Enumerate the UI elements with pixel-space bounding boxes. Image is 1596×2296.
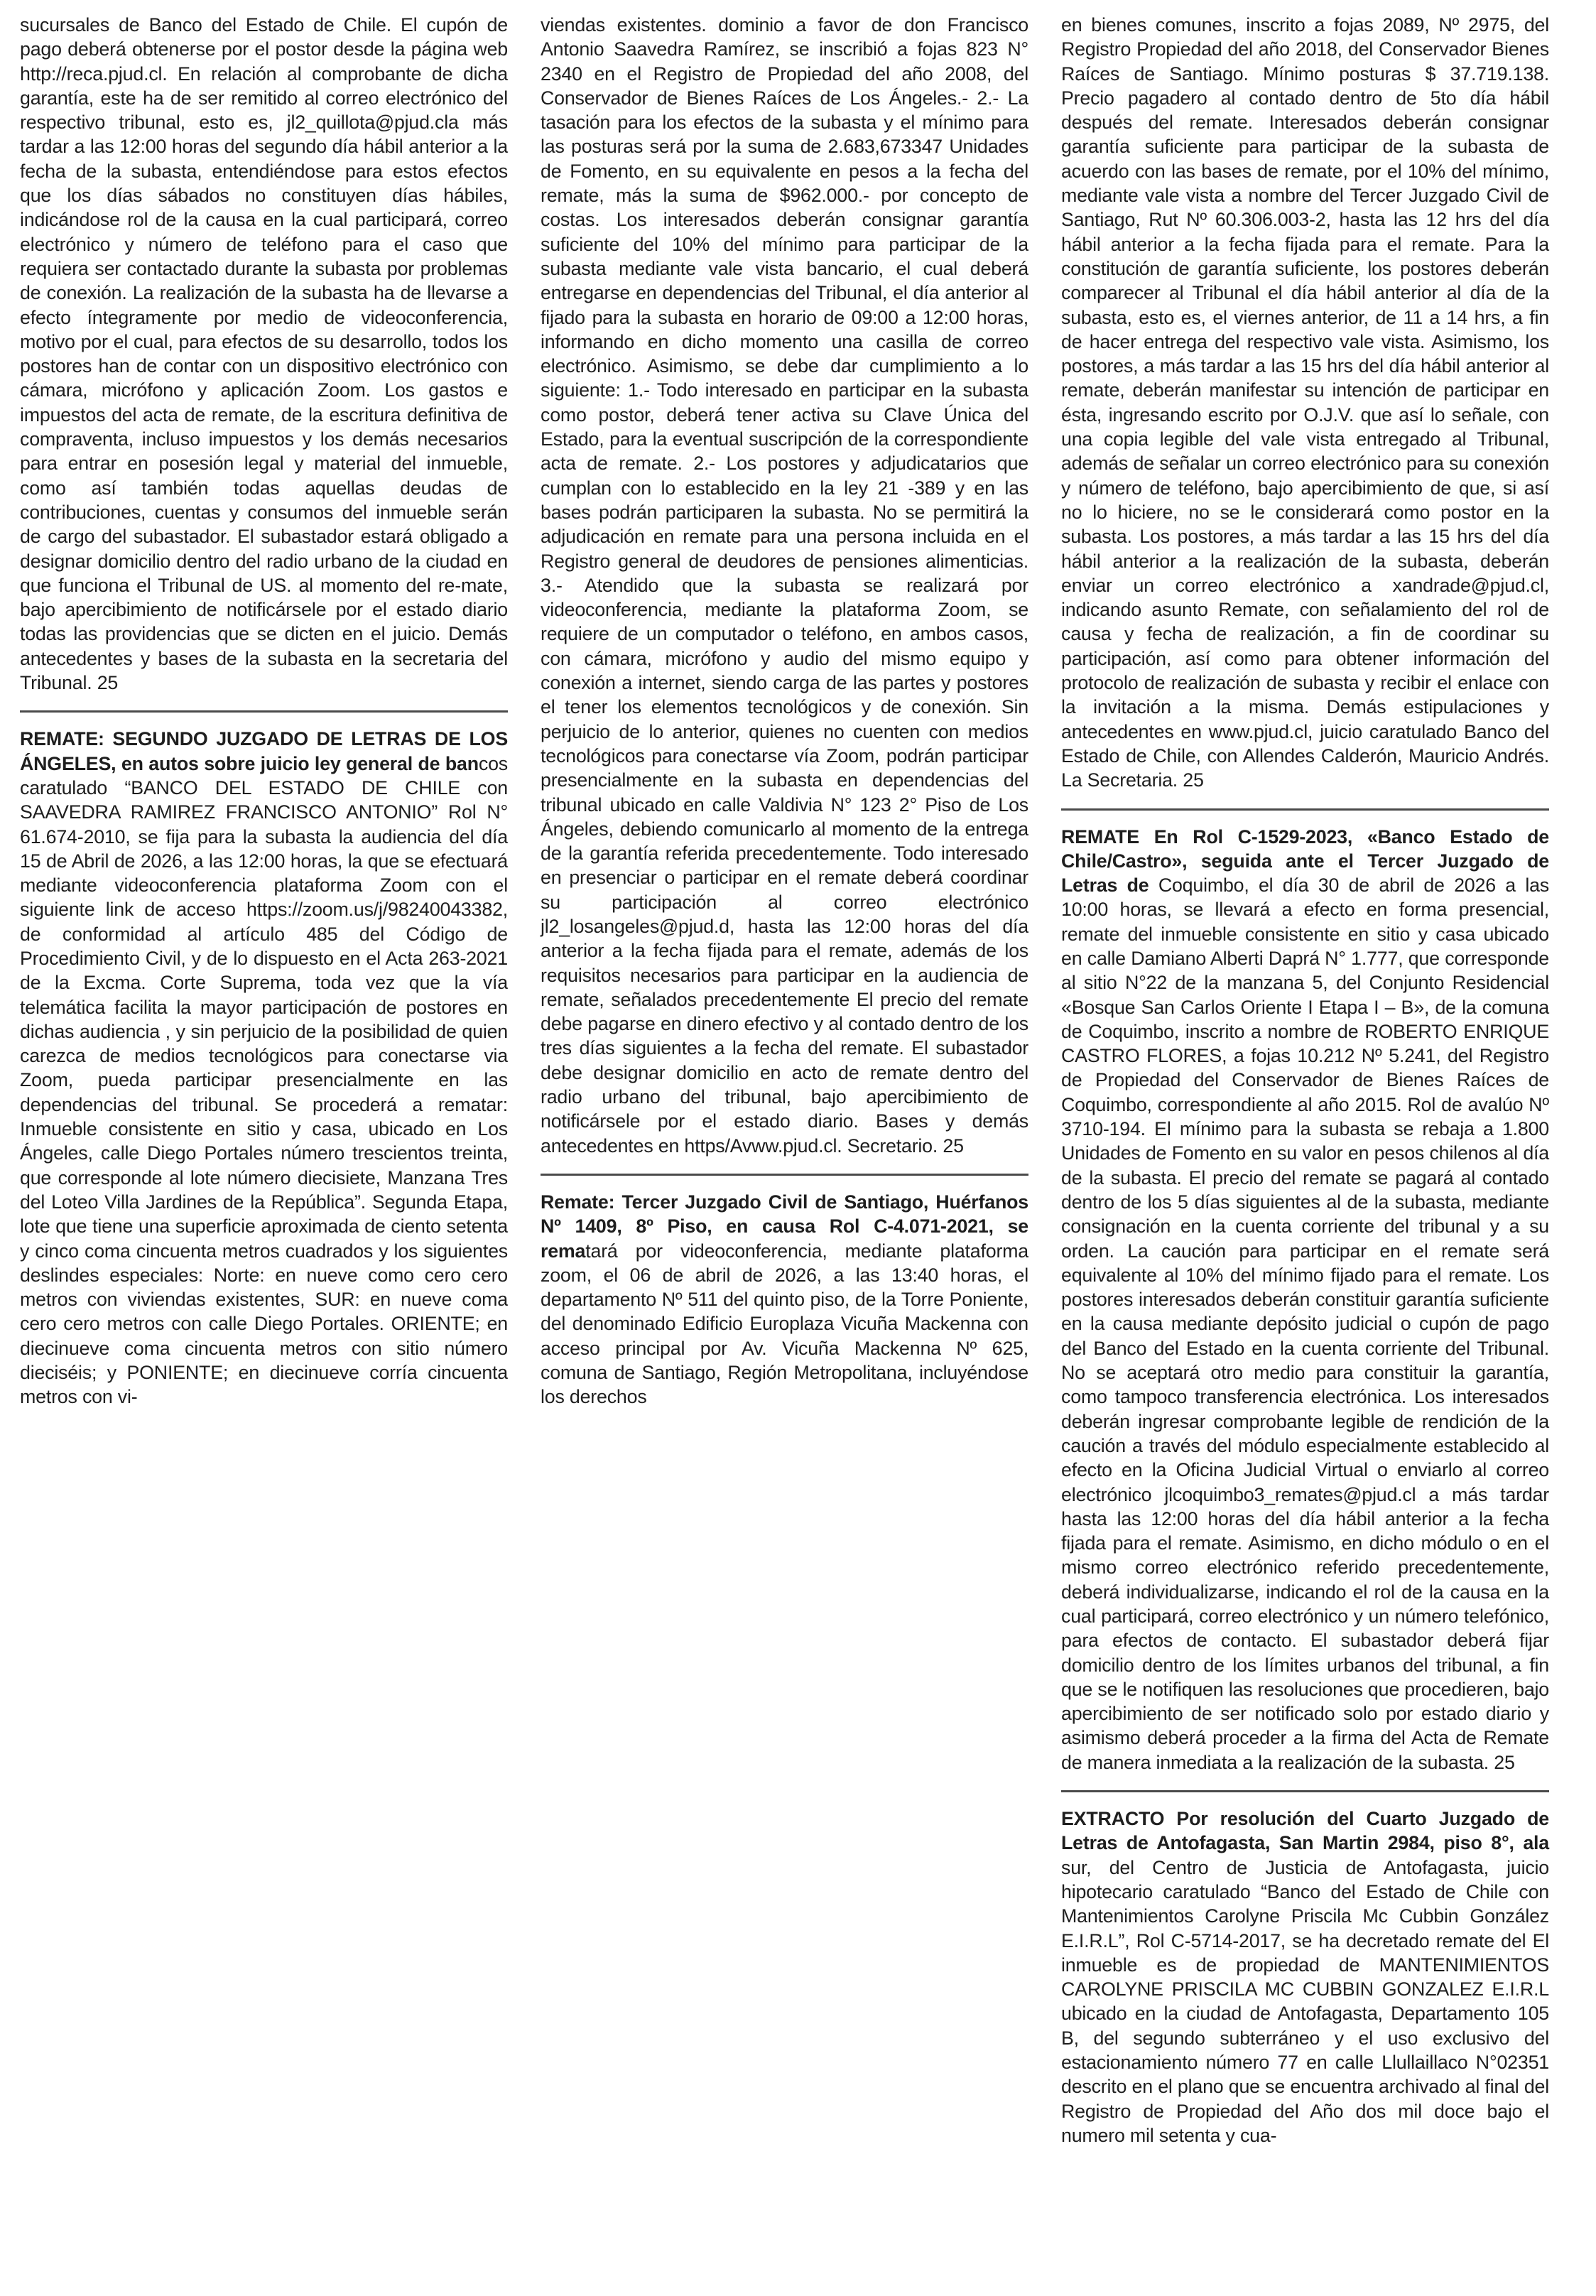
- notice-body: en bienes comunes, inscrito a fojas 2089, Nº 2975, del Registro Propiedad del año 2018, del Conservador Bienes Raíces de Santiago. Mínimo posturas $ 37.719.138. Precio pagadero al contado dentro de 5to día hábil después del remate. Interesados deberán consignar garantía suficiente para participar de la subasta de acuerdo con las bases de remate, por el 10% del mínimo, mediante vale vista a nombre del Tercer Juzgado Civil de Santiago, Rut Nº 60.306.003-2, hasta las 12 hrs del día hábil anterior a la fecha fijada para el remate. Para la constitución de garantía suficiente, los postores deberán comparecer al Tribunal el día hábil anterior al día de la subasta, esto es, el viernes anterior, de 11 a 14 hrs, a fin de hacer entrega del respectivo vale vista. Asimismo, los postores, a más tardar a las 15 hrs del día hábil anterior al remate, deberán manifestar su intención de participar en ésta, ingresando escrito por O.J.V. que así lo señale, con una copia legible del vale vista entregado al Tribunal, además de señalar un correo electrónico para su conexión y número de teléfono, bajo apercibimiento de que, si así no lo hiciere, no se le considerará como postor en la subasta. Los postores, a más tardar a las 15 hrs del día hábil anterior a la realización de la subasta, deberán enviar un correo electrónico a xandrade@pjud.cl, indicando asunto Remate, con señalamiento del rol de causa y fecha de realización, a fin de coordinar su participación, así como para obtener información del protocolo de realización de subasta y recibir el enlace con la invitación a la misma. Demás estipulaciones y antecedentes en www.pjud.cl, juicio caratulado Banco del Estado de Chile, con Allendes Calderón, Mauricio Andrés. La Secretaria. 25: [1061, 14, 1549, 791]
- notice-body: sucursales de Banco del Estado de Chile. El cupón de pago deberá obtenerse por el postor desde la página web http://reca.pjud.cl. En relación al comprobante de dicha garantía, este ha de ser remitido al correo electrónico del respectivo tribunal, esto es, jl2_quillota@pjud.cla más tardar a las 12:00 horas del segundo día hábil anterior a la fecha de la subasta, entendiéndose para estos efectos que los días sábados no constituyen días hábiles, indicándose rol de la causa en la cual participará, correo electrónico y número de teléfono para el caso que requiera ser contactado durante la subasta por problemas de conexión. La realización de la subasta ha de llevarse a efecto íntegramente por medio de videoconferencia, motivo por el cual, para efectos de su desarrollo, todos los postores han de contar con un dispositivo electrónico con cámara, micrófono y aplicación Zoom. Los gastos e impuestos del acta de remate, de la escritura definitiva de compraventa, incluso impuestos y los demás necesarios para entrar en posesión legal y material del inmueble, como así también todas aquellas deudas de contribuciones, cuentas y consumos del inmueble serán de cargo del subastador. El subastador estará obligado a designar domicilio dentro del radio urbano de la ciudad en que funciona el Tribunal de US. al momento del re-mate, bajo apercibimiento de notificársele por el estado diario todas las providencias que se dicten en el juicio. Demás antecedentes y bases de la subasta en la secretaria del Tribunal. 25: [20, 14, 508, 694]
- column-2: [541, 13, 1028, 2296]
- notice-tercer-juzgado-santiago: [541, 1190, 1028, 1409]
- notice-divider: [541, 1174, 1028, 1176]
- notice-paragraph: [1061, 13, 1549, 793]
- notice-body: Coquimbo, el día 30 de abril de 2026 a las 10:00 horas, se llevará a efecto en forma presencial, remate del inmueble consistente en sitio y casa ubicado en calle Damiano Alberti Daprá N° 1.777, que corresponde al sitio N°22 de la manzana 5, del Conjunto Residencial «Bosque San Carlos Oriente I Etapa I – B», de la comuna de Coquimbo, inscrito a nombre de ROBERTO ENRIQUE CASTRO FLORES, a fojas 10.212 Nº 5.241, del Registro de Propiedad del Conservador de Bienes Raíces de Coquimbo, correspondiente al año 2015. Rol de avalúo Nº 3710-194. El mínimo para la subasta se rebaja a 1.800 Unidades de Fomento en su valor en pesos chilenos al día de la subasta. El precio del remate se pagará al contado dentro de los 5 días siguientes al de la subasta, mediante consignación en la cuenta corriente del tribunal y a su orden. La caución para participar en el remate será equivalente al 10% del mínimo fijado para el remate. Los postores interesados deberán constituir garantía suficiente en la causa mediante depósito judicial o cupón de pago del Banco del Estado en la cuenta corriente del Tribunal. No se aceptará otro medio para constituir la garantía, como tampoco transferencia electrónica. Los interesados deberán ingresar comprobante legible de rendición de la caución a través del módulo especialmente establecido al efecto en la Oficina Judicial Virtual o enviarlo al correo electrónico jlcoquimbo3_remates@pjud.cl a más tardar hasta las 12:00 horas del día hábil anterior a la fecha fijada para el remate. Asimismo, en dicho módulo o en el mismo correo electrónico referido precedentemente, deberá individualizarse, indicando el rol de la causa en la cual participará, correo electrónico y un número telefónico, para efectos de contacto. El subastador deberá fijar domicilio dentro de los límites urbanos del tribunal, a fin que se le notifiquen las resoluciones que procedieren, bajo apercibimiento de ser notificado solo por estado diario y asimismo deberá proceder a la firma del Acta de Remate de manera inmediata a la realización de la subasta. 25: [1061, 874, 1549, 1773]
- notice-divider: [1061, 1790, 1549, 1792]
- notice-coquimbo: [1061, 825, 1549, 1775]
- notice-paragraph: [20, 727, 508, 1409]
- notice-heading: EXTRACTO Por resolución del Cuarto Juzgado de Letras de Antofagasta, San Martin 2984, piso 8°, ala: [1061, 1808, 1549, 1854]
- notice-paragraph: [541, 13, 1028, 1158]
- notice-heading: REMATE: SEGUNDO JUZGADO DE LETRAS DE LOS ÁNGELES, en autos sobre juicio ley general de ban: [20, 728, 508, 774]
- notice-body: viendas existentes. dominio a favor de don Francisco Antonio Saavedra Ramírez, se inscribió a fojas 823 N° 2340 en el Registro de Propiedad del año 2008, del Conservador de Bienes Raíces de Los Ángeles.- 2.- La tasación para los efectos de la subasta y el mínimo para las posturas será por la suma de 2.683,673347 Unidades de Fomento, en su equivalente en pesos a la fecha del remate, más la suma de $962.000.- por concepto de costas. Los interesados deberán consignar garantía suficiente del 10% del mínimo para participar de la subasta mediante vale vista bancario, el cual deberá entregarse en dependencias del Tribunal, el día anterior al fijado para la subasta en horario de 09:00 a 12:00 horas, informando en dicho momento una casilla de correo electrónico. Asimismo, se debe dar cumplimiento a lo siguiente: 1.- Todo interesado en participar en la subasta como postor, deberá tener activa su Clave Única del Estado, para la eventual suscripción de la correspondiente acta de remate. 2.- Los postores y adjudicatarios que cumplan con lo establecido en la ley 21 -389 y en las bases podrán participaren la subasta. No se permitirá la adjudicación en remate para una persona incluida en el Registro general de deudores de pensiones alimenticias. 3.- Atendido que la subasta se realizará por videoconferencia, mediante la plataforma Zoom, se requiere de un computador o teléfono, en ambos casos, con cámara, micrófono y audio del mismo equipo y conexión a internet, siendo carga de las partes y postores el tener los elementos tecnológicos y de conexión. Sin perjuicio de lo anterior, quienes no cuenten con medios tecnológicos para conectarse vía Zoom, podrán participar presencialmente en la subasta en dependencias del tribunal ubicado en calle Valdivia N° 123 2° Piso de Los Ángeles, debiendo comunicarlo al momento de la entrega de la garantía referida precedentemente. Todo interesado en presenciar o participar en el remate deberá coordinar su participación al correo electrónico jl2_losangeles@pjud.d, hasta las 12:00 horas del día anterior a la fecha fijada para el remate, además de los requisitos necesarios para participar en la audiencia de remate, señalados precedentemente El precio del remate debe pagarse en dinero efectivo y al contado dentro de los tres días siguientes a la fecha del remate. El subastador debe designar domicilio en acto de remate dentro del radio urbano del tribunal, bajo apercibimiento de notificársele por el estado diario. Bases y demás antecedentes en https/Avww.pjud.cl. Secretario. 25: [541, 14, 1028, 1157]
- notice-santiago-continuation: [1061, 13, 1549, 793]
- notice-body: tará por videoconferencia, mediante plataforma zoom, el 06 de abril de 2026, a las 13:40 horas, el departamento Nº 511 del quinto piso, de la Torre Poniente, del denominado Edificio Europlaza Vicuña Mackenna con acceso principal por Av. Vicuña Mackenna Nº 625, comuna de Santiago, Región Metropolitana, incluyéndose los derechos: [541, 1240, 1028, 1408]
- notice-paragraph: [20, 13, 508, 695]
- notice-divider: [1061, 808, 1549, 811]
- notice-heading: REMATE En Rol C-1529-2023, «Banco Estado de Chile/Castro», seguida ante el Tercer Juzgado de Letras de: [1061, 825, 1549, 897]
- column-3: [1061, 13, 1549, 2296]
- notice-body: cos caratulado “BANCO DEL ESTADO DE CHILE con SAAVEDRA RAMIREZ FRANCISCO ANTONIO” Rol N° 61.674-2010, se fija para la subasta la audiencia del día 15 de Abril de 2026, a las 12:00 horas, la que se efectuará mediante videoconferencia plataforma Zoom con el siguiente link de acceso https://zoom.us/j/98240043382, de conformidad al artículo 485 del Código de Procedimiento Civil, y de lo dispuesto en el Acta 263-2021 de la Excma. Corte Suprema, toda vez que la vía telemática facilita la mayor participación de postores en dichas audiencia , y sin perjuicio de la posibilidad de quien carezca de medios tecnológicos para conectarse via Zoom, pueda participar presencialmente en las dependencias del tribunal. Se procederá a rematar: Inmueble consistente en sitio y casa, ubicado en Los Ángeles, calle Diego Portales número trescientos treinta, que corresponde al lote número diecisiete, Manzana Tres del Loteo Villa Jardines de la República”. Segunda Etapa, lote que tiene una superficie aproximada de ciento setenta y cinco coma cincuenta metros cuadrados y los siguientes deslindes especiales: Norte: en nueve como cero cero metros con viviendas existentes, SUR: en nueve coma cero cero metros con calle Diego Portales. ORIENTE; en diecinueve coma cincuenta metros con sitio número dieciséis; y PONIENTE; en diecinueve corría cincuenta metros con vi-: [20, 752, 508, 1408]
- notice-paragraph: [1061, 825, 1549, 1775]
- notice-heading: Remate: Tercer Juzgado Civil de Santiago, Huérfanos Nº 1409, 8º Piso, en causa Rol C-4.071-2021, se rema: [541, 1191, 1028, 1262]
- notice-quillota-continuation: [20, 13, 508, 695]
- notice-paragraph: [541, 1190, 1028, 1409]
- notice-los-angeles-continuation: [541, 13, 1028, 1158]
- notice-divider: [20, 710, 508, 713]
- notice-los-angeles: [20, 727, 508, 1409]
- notice-body: sur, del Centro de Justicia de Antofagasta, juicio hipotecario caratulado “Banco del Estado de Chile con Mantenimientos Carolyne Priscila Mc Cubbin González E.I.R.L”, Rol C-5714-2017, se ha decretado remate del El inmueble es de propiedad de MANTENIMIENTOS CAROLYNE PRISCILA MC CUBBIN GONZALEZ E.I.R.L ubicado en la ciudad de Antofagasta, Departamento 105 B, del segundo subterráneo y el uso exclusivo del estacionamiento número 77 en calle Llullaillaco N°02351 descrito en el plano que se encuentra archivado al final del Registro de Propiedad del Año dos mil doce bajo el numero mil setenta y cua-: [1061, 1856, 1549, 2146]
- notice-antofagasta: [1061, 1807, 1549, 2148]
- notice-paragraph: [1061, 1807, 1549, 2148]
- column-1: [20, 13, 508, 2296]
